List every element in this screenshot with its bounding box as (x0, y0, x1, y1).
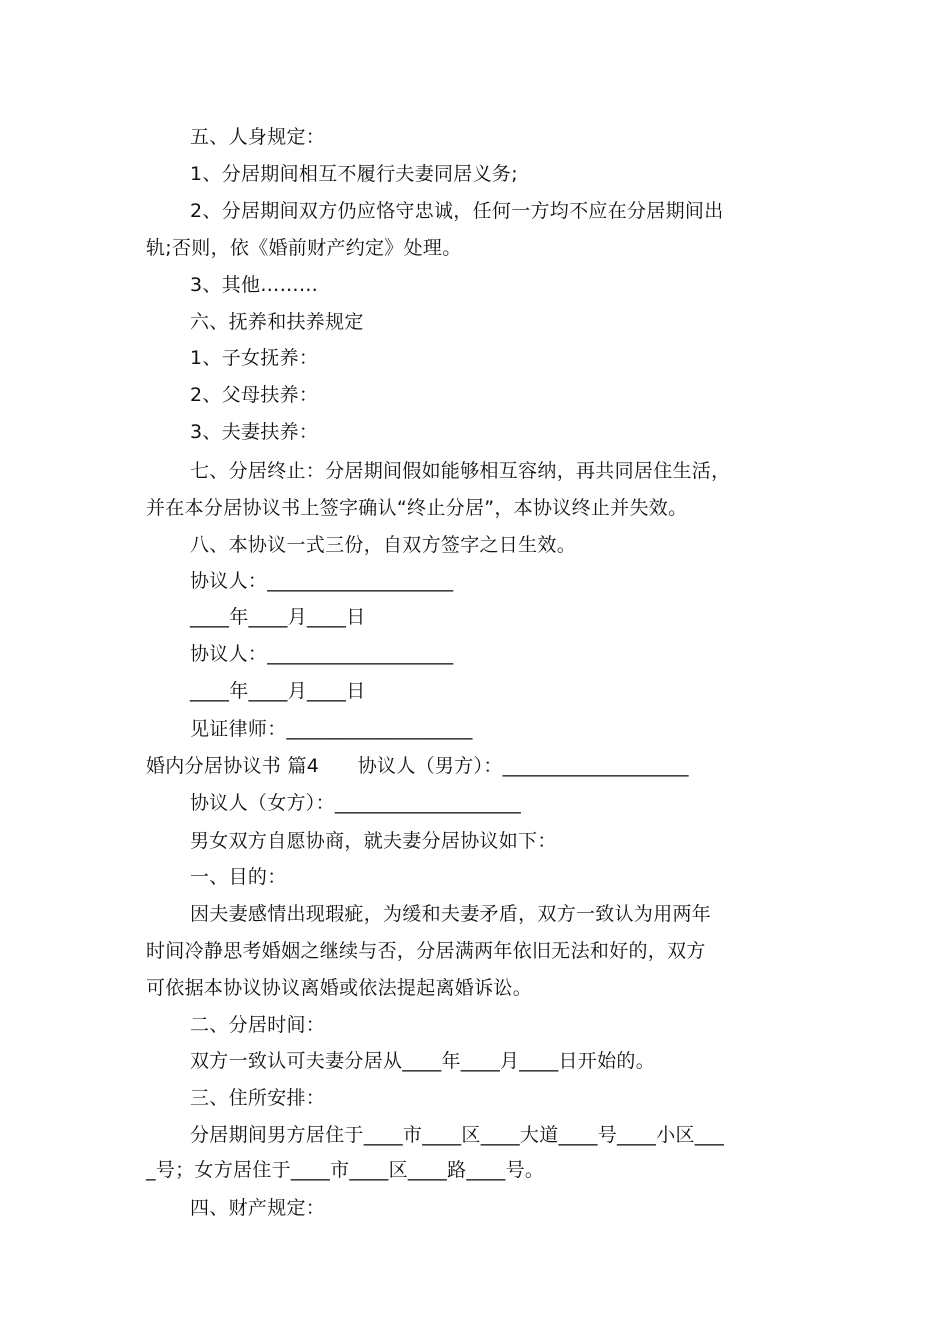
signature-line: 协议人：___________________ (190, 570, 454, 592)
doc-line: 一、目的： (190, 866, 287, 888)
doc-line: _号；女方居住于____市____区____路____号。 (146, 1159, 545, 1181)
doc-line: 八、本协议一式三份，自双方签字之日生效。 (190, 534, 577, 556)
doc-line: 男女双方自愿协商，就夫妻分居协议如下： (190, 830, 557, 852)
doc-line: 2、父母扶养： (190, 384, 319, 406)
doc-line: 五、人身规定： (190, 126, 326, 148)
doc-line: 3、其他……… (190, 274, 319, 296)
doc-line: 轨;否则，依《婚前财产约定》处理。 (146, 237, 462, 259)
witness-line: 见证律师：___________________ (190, 718, 473, 740)
doc-line: 因夫妻感情出现瑕疵，为缓和夫妻矛盾，双方一致认为用两年 (190, 903, 712, 925)
date-line: ____年____月____日 (190, 680, 366, 702)
doc-line: 时间冷静思考婚姻之继续与否，分居满两年依旧无法和好的，双方 (146, 940, 706, 962)
doc-line: 1、分居期间相互不履行夫妻同居义务; (190, 163, 518, 185)
doc-line: 分居期间男方居住于____市____区____大道____号____小区___ (190, 1124, 725, 1146)
doc-line: 2、分居期间双方仍应恪守忠诚，任何一方均不应在分居期间出 (190, 200, 724, 222)
doc-line: 七、分居终止：分居期间假如能够相互容纳，再共同居住生活， (190, 460, 731, 482)
doc-line: 双方一致认可夫妻分居从____年____月____日开始的。 (190, 1050, 656, 1072)
doc-line: 并在本分居协议书上签字确认“终止分居”，本协议终止并失效。 (146, 497, 688, 519)
doc-line: 四、财产规定： (190, 1197, 326, 1219)
doc-line: 1、子女抚养： (190, 347, 319, 369)
doc-line: 二、分居时间： (190, 1014, 326, 1036)
doc-line: 六、抚养和扶养规定 (190, 311, 364, 333)
section-title: 婚内分居协议书 篇4 协议人（男方）：___________________ (146, 755, 689, 777)
signature-line: 协议人（女方）：___________________ (190, 792, 522, 814)
date-line: ____年____月____日 (190, 606, 366, 628)
doc-line: 可依据本协议协议离婚或依法提起离婚诉讼。 (146, 977, 533, 999)
signature-line: 协议人：___________________ (190, 643, 454, 665)
doc-line: 三、住所安排： (190, 1087, 326, 1109)
doc-line: 3、夫妻扶养： (190, 421, 319, 443)
